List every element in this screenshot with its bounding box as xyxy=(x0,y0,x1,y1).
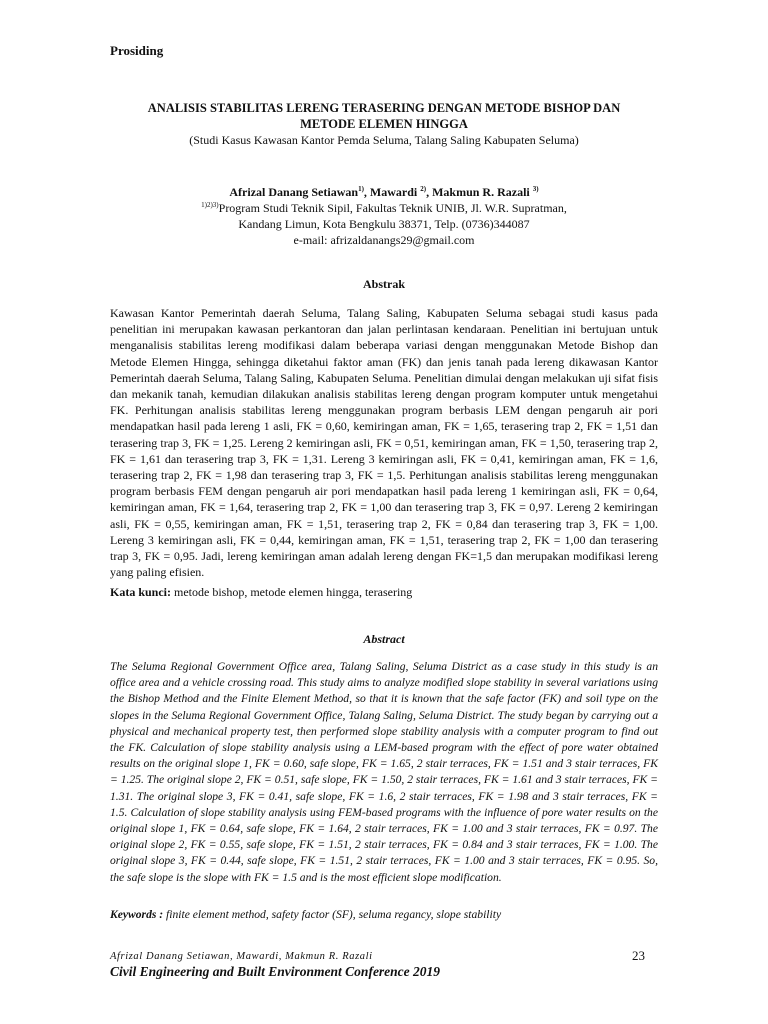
abstract-heading: Abstract xyxy=(363,632,405,646)
author-1: Afrizal Danang Setiawan xyxy=(229,185,359,199)
affiliation-text-1: Program Studi Teknik Sipil, Fakultas Teknik UNIB, Jl. W.R. Supratman, xyxy=(218,201,567,215)
kata-kunci-values: metode bishop, metode elemen hingga, terasering xyxy=(171,585,413,599)
paper-subtitle: (Studi Kasus Kawasan Kantor Pemda Seluma, Talang Saling Kabupaten Seluma) xyxy=(189,133,579,147)
abstrak-heading: Abstrak xyxy=(362,277,405,291)
keywords-values: finite element method, safety factor (SF), seluma regancy, slope stability xyxy=(163,908,502,921)
abstrak-text: Kawasan Kantor Pemerintah daerah Seluma, Talang Saling, Kabupaten Seluma sebagai studi kasus pada penelitian ini merupakan kawasan perkantoran dan jalan perlintasan kendaraan. Penelitian ini bertujuan untuk menganalisis stabilitas lereng modifikasi dalam beberapa variasi dengan menggunakan Metode Bishop dan Metode Elemen Hingga, sehingga diketahui faktor aman (FK) dan jenis tanah pada lereng dikawasan Kantor Pemerintah daerah Seluma, Talang Saling, Kabupaten Seluma. Penelitian dimulai dengan melakukan uji sifat fisis dan mekanik tanah, kemudian dilakukan analisis stabilitas lereng dengan program komputer untuk mengetahui FK. Perhitungan analisis stabilitas lereng menggunakan program berbasis LEM dengan pengaruh air pori mendapatkan hasil pada lereng 1 asli, FK = 0,60, kemiringan aman, FK = 1,65, terasering trap 2, FK = 1,51 dan terasering trap 3, FK = 1,25. Lereng 2 kemiringan asli, FK = 0,51, kemiringan aman, FK = 1,50, terasering trap 2, FK = 1,61 dan terasering trap 3, FK = 1,31. Lereng 3 kemiringan asli, FK = 0,41, kemiringan aman, FK = 1,6, terasering trap 2, FK = 1,98 dan terasering trap 3, FK = 1,5. Perhitungan analisis stabilitas lereng menggunakan program berbasis FEM dengan pengaruh air pori mendapatkan hasil pada lereng 1 kemiringan asli, FK = 0,64, kemiringan aman, FK = 1,64, terasering trap 2, FK = 1,00 dan terasering trap 3, FK = 0,97. Lereng 2 kemiringan asli, FK = 0,55, kemiringan aman, FK = 1,51, terasering trap 2, FK = 0,84 dan terasering trap 3, FK = 1,00. Lereng 3 kemiringan asli, FK = 0,44, kemiringan aman, FK = 1,51, terasering trap 2, FK = 1,00 dan terasering trap 3, FK = 0,95. Jadi, lereng kemiringan aman adalah lereng dengan FK=1,5 dan merupakan modifikasi lereng yang paling efisien. xyxy=(110,306,658,580)
kata-kunci xyxy=(110,585,658,600)
kata-kunci-label: Kata kunci: xyxy=(110,585,172,599)
paper-title-line-2: METODE ELEMEN HINGGA xyxy=(300,117,468,131)
author-2-sup: 2) xyxy=(420,185,427,193)
author-1-sup: 1) xyxy=(358,185,364,193)
page-number: 23 xyxy=(632,948,645,963)
abstract-text: The Seluma Regional Government Office area, Talang Saling, Seluma District as a case study in this study is an office area and a vehicle crossing road. This study aims to analyze modified slope stability in several variations using the Bishop Method and the Finite Element Method, so that it is known that the safe factor (FK) and soil type on the slopes in the Seluma Regional Government Office, Talang Saling, Seluma District. The study began by carrying out a physical and mechanical property test, then performed slope stability analysis with a computer program to find out the FK. Calculation of slope stability analysis using a LEM-based program with the effect of pore water obtained results on the original slope 1, FK = 0.60, safe slope, FK = 1.65, 2 stair terraces, FK = 1.51 and 3 stair terraces, FK = 1.25. The original slope 2, FK = 0.51, safe slope, FK = 1.50, 2 stair terraces, FK = 1.61 and 3 stair terraces, FK = 1.31. The original slope 3, FK = 0.41, safe slope, FK = 1.6, 2 stair terraces, FK = 1.98 and 3 stair terraces, FK = 1.5. Calculation of slope stability analysis using FEM-based programs with the influence of pore water results on the original slope 1, FK = 0.64, safe slope, FK = 1.64, 2 stair terraces, FK = 1.00 and 3 stair terraces, FK = 0.97. The original slope 2, FK = 0.55, safe slope, FK = 1.51, 2 stair terraces, FK = 0.84 and 3 stair terraces, FK = 1.00. The original slope 3, FK = 0.44, safe slope, FK = 1.51, 2 stair terraces, FK = 1.00 and 3 stair terraces, FK = 0.95. So, the safe slope is the slope with FK = 1.5 and is the most efficient slope modification. xyxy=(110,660,658,884)
footer-conference: Civil Engineering and Built Environment Conference 2019 xyxy=(110,964,441,979)
author-email: e-mail: afrizaldanangs29@gmail.com xyxy=(293,233,475,247)
running-header: Prosiding xyxy=(110,43,164,58)
author-3: , Makmun R. Razali xyxy=(426,185,533,199)
authors-block xyxy=(100,184,668,248)
footer-authors: Afrizal Danang Setiawan, Mawardi, Makmun R. Razali xyxy=(110,951,373,962)
keywords-en xyxy=(110,908,658,921)
author-list xyxy=(100,184,668,200)
affiliation-line-2: Kandang Limun, Kota Bengkulu 38371, Telp. (0736)344087 xyxy=(238,217,530,231)
affiliation-sup: 1)2)3) xyxy=(201,201,219,209)
author-3-sup: 3) xyxy=(532,185,539,193)
paper-title-line-1: ANALISIS STABILITAS LERENG TERASERING DENGAN METODE BISHOP DAN xyxy=(147,101,621,115)
author-2: , Mawardi xyxy=(363,185,421,199)
affiliation-line-1 xyxy=(100,200,668,216)
keywords-label: Keywords : xyxy=(110,908,164,921)
title-block xyxy=(100,100,668,148)
